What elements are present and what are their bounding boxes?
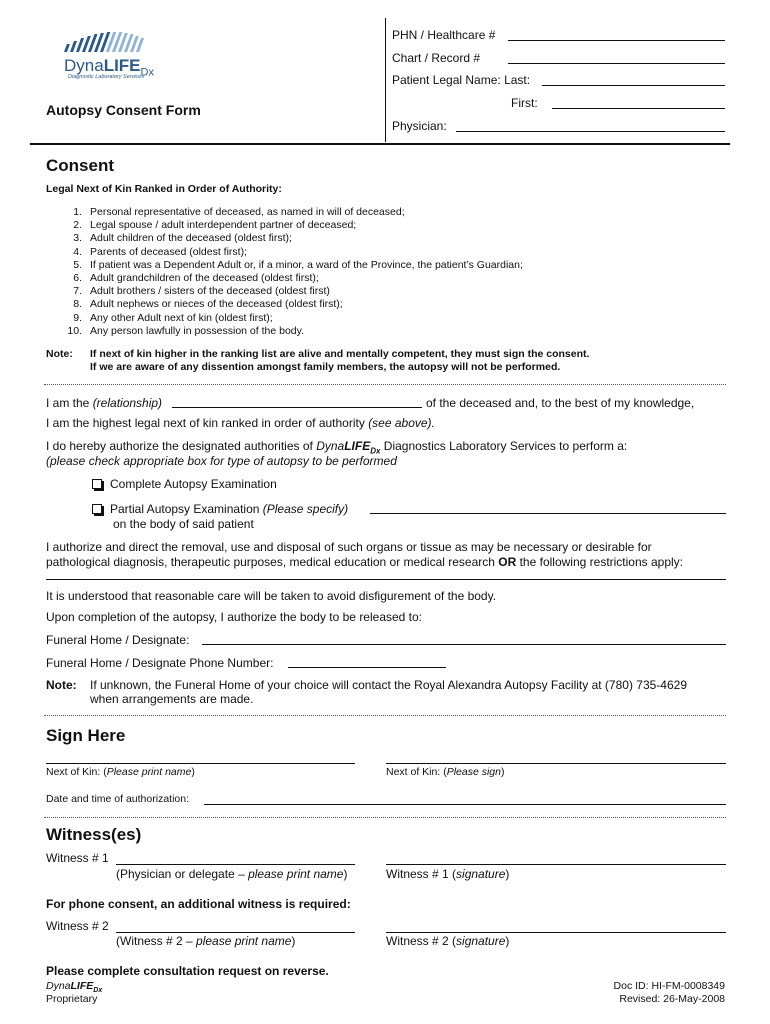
logo-brand-bold: LIFE [103, 56, 141, 75]
complete-autopsy-checkbox[interactable] [92, 479, 102, 489]
phone-consent-text: For phone consent, an additional witness is required: [46, 897, 351, 911]
patient-last-field[interactable] [392, 73, 727, 87]
funeral-input-line[interactable] [202, 633, 726, 645]
header-divider [385, 18, 386, 142]
kin-sign-line[interactable] [386, 763, 726, 764]
phn-label: PHN / Healthcare # [392, 28, 496, 42]
kin-list-number: 9. [73, 311, 82, 324]
highest-prefix: I am the highest legal next of kin ranked in order of authority [46, 416, 369, 430]
patient-first-label: First: [511, 96, 538, 110]
phn-input-line[interactable] [508, 40, 725, 41]
kin-list-text: Any other Adult next of kin (oldest first); [90, 311, 273, 324]
authorize-prefix: I do hereby authorize the designated authorities of [46, 439, 317, 453]
removal-line-2-post: the following restrictions apply: [516, 555, 684, 569]
kin-list-number: 4. [73, 245, 82, 258]
partial-specify-input-line[interactable] [370, 502, 726, 514]
funeral-phone-input-line[interactable] [288, 656, 446, 668]
kin-list-item [46, 232, 523, 245]
iam-suffix: of the deceased and, to the best of my knowledge, [426, 396, 695, 410]
kin-sign-pre: Next of Kin: ( [386, 766, 447, 778]
kin-list-item [46, 219, 523, 232]
w1-sig-line[interactable] [386, 864, 726, 865]
kin-print-italic: Please print name [106, 766, 192, 778]
kin-print-pre: Next of Kin: ( [46, 766, 107, 778]
kin-list-text: Personal representative of deceased, as named in will of deceased; [90, 206, 405, 218]
kin-list-text: Adult children of the deceased (oldest first); [90, 232, 292, 245]
patient-last-label: Patient Legal Name: Last: [392, 73, 531, 87]
relationship-line [46, 396, 162, 410]
kin-heading: Legal Next of Kin Ranked in Order of Authority: [46, 183, 282, 195]
kin-list-text: Adult grandchildren of the deceased (oldest first); [90, 272, 319, 285]
reverse-note: Please complete consultation request on reverse. [46, 964, 329, 978]
w1-print-pre: (Physician or delegate – [116, 867, 249, 881]
removal-line-1: I authorize and direct the removal, use and disposal of such organs or tissue as may be necessary or desirable for [46, 540, 652, 554]
physician-input-line[interactable] [456, 131, 725, 132]
consent-heading: Consent [46, 156, 114, 175]
note-line-2: If we are aware of any dissention amongst family members, the autopsy will not be performed. [90, 361, 561, 373]
witness-heading: Witness(es) [46, 825, 142, 844]
partial-autopsy-option[interactable] [92, 502, 348, 516]
w2-print-line[interactable] [116, 932, 355, 933]
logo-brand-sub: Dx [140, 66, 154, 79]
dynalife-logo [62, 30, 182, 90]
footer-proprietary: Proprietary [46, 993, 98, 1005]
kin-list-item [46, 285, 523, 298]
kin-list-item [46, 206, 523, 219]
footer-brand-pre: Dyna [46, 980, 71, 992]
chart-input-line[interactable] [508, 63, 725, 64]
footer-revised: Revised: 26-May-2008 [619, 993, 725, 1005]
iam-relationship: (relationship) [92, 396, 163, 410]
iam-prefix: I am the [46, 396, 93, 410]
w2-sig-line[interactable] [386, 932, 726, 933]
w2-print-italic: please print name [196, 934, 292, 948]
w1-print-italic: please print name [248, 867, 344, 881]
kin-list-item [46, 312, 523, 325]
complete-autopsy-option[interactable] [92, 477, 277, 491]
authorize-suffix: Diagnostics Laboratory Services to perform a: [380, 439, 628, 453]
dotted-divider-3 [44, 817, 726, 818]
restrictions-input-line[interactable] [46, 568, 726, 580]
patient-last-input-line[interactable] [542, 85, 725, 86]
kin-list-number: 3. [73, 232, 82, 245]
w2-sig-caption [386, 934, 509, 948]
kin-list [46, 206, 523, 338]
w2-print-pre: (Witness # 2 – [116, 934, 197, 948]
header-rule [30, 143, 730, 145]
sign-heading: Sign Here [46, 726, 126, 745]
check-instruction: (please check appropriate box for type of autopsy to be performed [46, 454, 397, 468]
highest-kin-line [46, 416, 435, 430]
kin-list-item [46, 325, 523, 338]
w1-sig-italic: signature [456, 867, 506, 881]
w1-sig-pre: Witness # 1 ( [386, 867, 457, 881]
w2-print-caption [116, 934, 295, 948]
w2-sig-italic: signature [456, 934, 506, 948]
kin-list-item [46, 246, 523, 259]
footer-brand-bold: LIFE [70, 980, 94, 992]
kin-list-item [46, 298, 523, 311]
logo-brand-pre: Dyna [64, 56, 104, 75]
w1-print-line[interactable] [116, 864, 355, 865]
removal-or: OR [498, 555, 517, 569]
kin-sign-italic: Please sign [446, 766, 501, 778]
footer-brand-sub: Dx [93, 987, 103, 995]
phn-field[interactable] [392, 28, 727, 42]
kin-print-caption [46, 766, 195, 779]
w2-label: Witness # 2 [46, 919, 109, 933]
kin-list-number: 10. [67, 324, 82, 337]
highest-italic: (see above). [368, 416, 435, 430]
kin-print-line[interactable] [46, 763, 355, 764]
note2-label: Note: [46, 678, 77, 692]
date-label: Date and time of authorization: [46, 793, 190, 805]
relationship-input-line[interactable] [172, 396, 422, 408]
kin-list-number: 2. [73, 219, 82, 232]
form-title: Autopsy Consent Form [46, 102, 201, 118]
kin-list-number: 8. [73, 298, 82, 311]
kin-list-number: 5. [73, 258, 82, 271]
disfigure-text: It is understood that reasonable care will be taken to avoid disfigurement of the body. [46, 589, 497, 603]
funeral-label: Funeral Home / Designate: [46, 633, 190, 647]
footer-doc-id: Doc ID: HI-FM-0008349 [613, 980, 725, 992]
w1-sig-post: ) [505, 867, 510, 881]
released-text: Upon completion of the autopsy, I authorize the body to be released to: [46, 610, 423, 624]
funeral-phone-label: Funeral Home / Designate Phone Number: [46, 656, 274, 670]
kin-list-number: 6. [73, 272, 82, 285]
note-label: Note: [46, 348, 73, 360]
w1-label: Witness # 1 [46, 851, 109, 865]
authorize-brand-bold: LIFE [344, 439, 371, 453]
note2-line-2: when arrangements are made. [90, 692, 254, 706]
kin-list-item [46, 272, 523, 285]
removal-line-2 [46, 555, 683, 569]
partial-autopsy-checkbox[interactable] [92, 504, 102, 514]
w2-print-post: ) [291, 934, 296, 948]
partial-sub: on the body of said patient [113, 517, 254, 531]
complete-autopsy-label: Complete Autopsy Examination [110, 477, 277, 491]
w1-print-caption [116, 867, 347, 881]
w1-sig-caption [386, 867, 509, 881]
kin-list-text: Any person lawfully in possession of the body. [90, 324, 305, 337]
kin-list-item [46, 259, 523, 272]
kin-list-text: Legal spouse / adult interdependent partner of deceased; [90, 219, 357, 232]
kin-list-number: 1. [73, 206, 82, 218]
w1-print-post: ) [343, 867, 348, 881]
note2-line-1: If unknown, the Funeral Home of your choice will contact the Royal Alexandra Autopsy Facility at (780) 735-4629 [90, 678, 687, 692]
dotted-divider-1 [44, 384, 726, 385]
kin-print-post: ) [191, 766, 195, 778]
kin-list-text: Adult nephews or nieces of the deceased (oldest first); [90, 298, 343, 311]
kin-list-text: Parents of deceased (oldest first); [90, 245, 247, 258]
patient-first-input-line[interactable] [552, 108, 725, 109]
partial-autopsy-specify: (Please specify) [262, 502, 349, 516]
partial-autopsy-label: Partial Autopsy Examination [110, 502, 263, 516]
logo-tagline: Diagnostic Laboratory Services [68, 74, 145, 80]
date-input-line[interactable] [204, 793, 726, 805]
authorize-brand-sub: Dx [370, 446, 381, 456]
physician-field[interactable] [392, 119, 727, 133]
kin-list-number: 7. [73, 285, 82, 298]
kin-sign-post: ) [501, 766, 505, 778]
kin-list-text: If patient was a Dependent Adult or, if a minor, a ward of the Province, the patient’s Guardian; [90, 258, 523, 271]
authorize-brand-pre: Dyna [316, 439, 345, 453]
chart-label: Chart / Record # [392, 51, 481, 65]
dotted-divider-2 [44, 715, 726, 716]
removal-line-2-pre: pathological diagnosis, therapeutic purposes, medical education or medical research [46, 555, 499, 569]
w2-sig-pre: Witness # 2 ( [386, 934, 457, 948]
chart-field[interactable] [392, 51, 727, 65]
kin-list-text: Adult brothers / sisters of the deceased (oldest first) [90, 285, 330, 298]
kin-sign-caption [386, 766, 505, 779]
w2-sig-post: ) [505, 934, 510, 948]
physician-label: Physician: [392, 119, 447, 133]
note-line-1: If next of kin higher in the ranking list are alive and mentally competent, they must sign the consent. [90, 348, 590, 360]
